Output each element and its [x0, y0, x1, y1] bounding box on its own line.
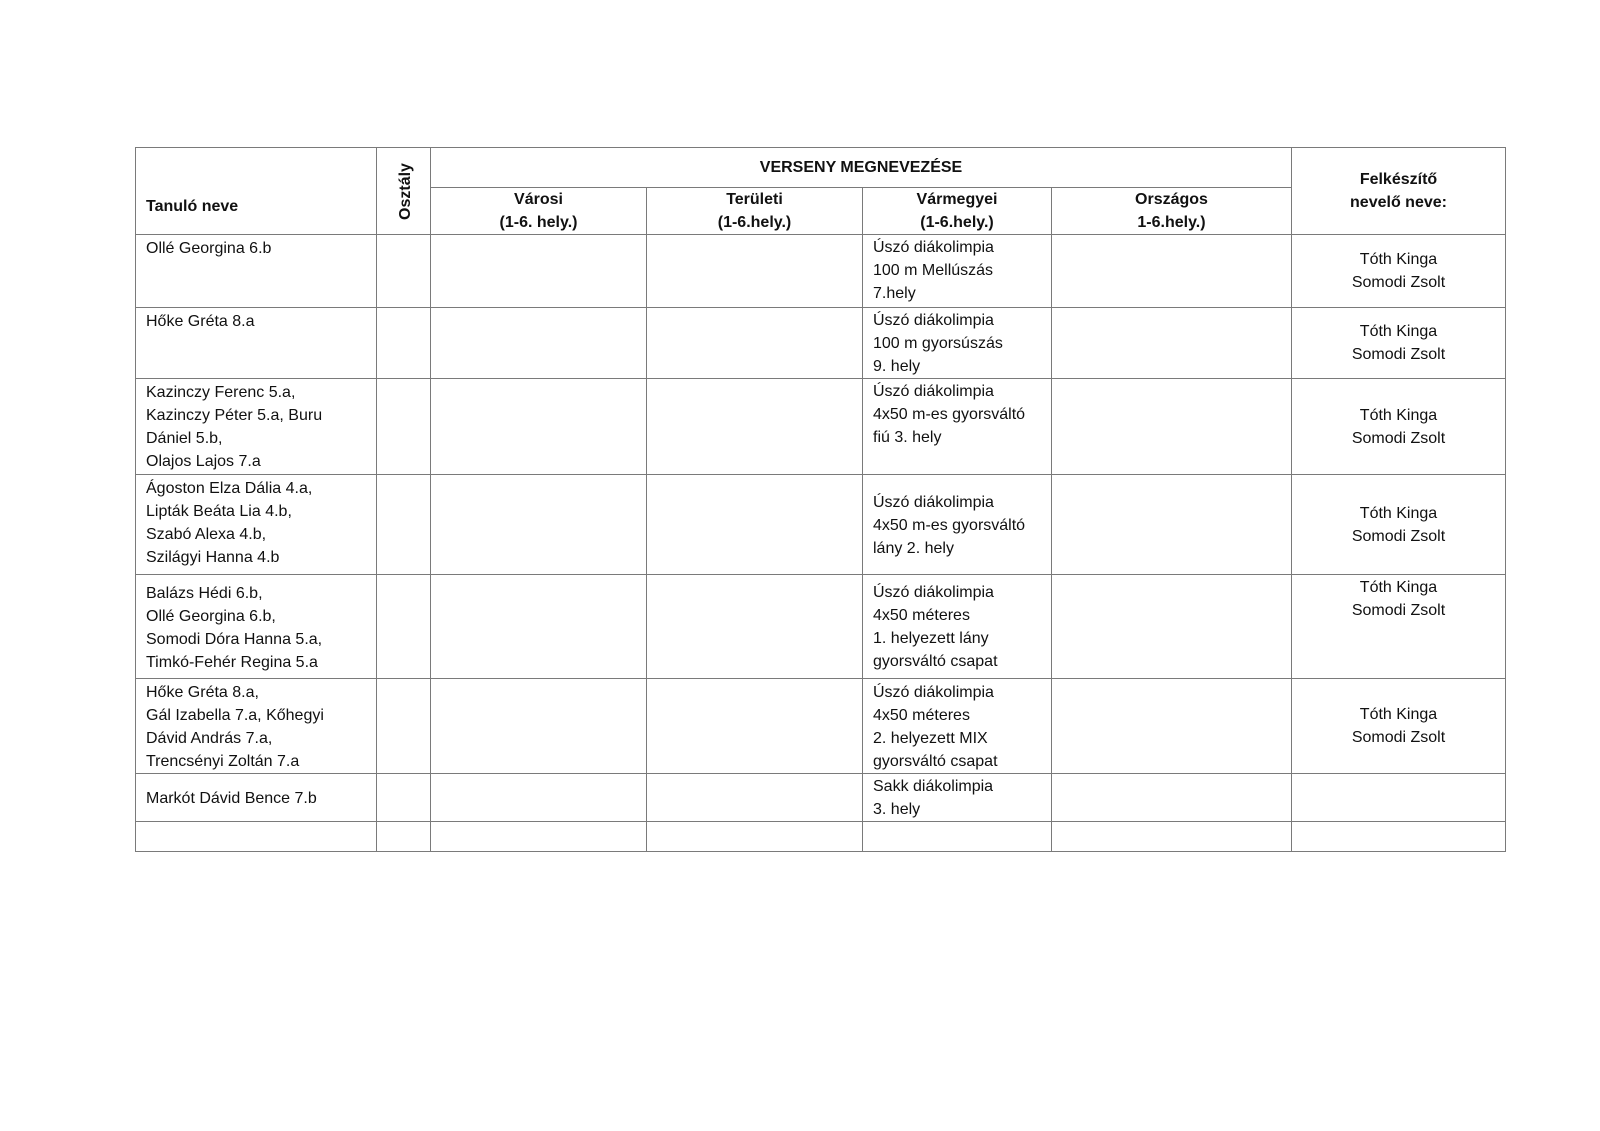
competition-results-table — [135, 147, 1506, 852]
empty-cell — [1052, 822, 1292, 852]
result-line: 4x50 méteres — [873, 706, 970, 724]
student-names-cell — [136, 308, 377, 379]
city-cell — [431, 679, 647, 774]
student-name: Timkó-Fehér Regina 5.a — [146, 653, 318, 671]
trainer-name: Tóth Kinga — [1359, 579, 1438, 596]
student-name: Szabó Alexa 4.b, — [146, 526, 267, 543]
student-name: Szilágyi Hanna 4.b — [146, 549, 280, 566]
result-line: 4x50 m-es gyorsváltó — [873, 516, 1026, 534]
student-name: Kazinczy Péter 5.a, Buru — [146, 407, 323, 424]
table-row-empty — [136, 822, 1506, 852]
city-cell — [431, 379, 647, 475]
national-cell — [1052, 774, 1292, 822]
result-line: 4x50 méteres — [873, 607, 970, 624]
class-cell — [377, 575, 431, 679]
regional-cell — [647, 475, 863, 575]
header-level-national — [1052, 188, 1292, 235]
table-row — [136, 308, 1506, 379]
result-line: Úszó diákolimpia — [873, 312, 994, 329]
trainer-name: Tóth Kinga — [1359, 706, 1438, 723]
student-name: Hőke Gréta 8.a — [146, 313, 255, 330]
student-name: Olajos Lajos 7.a — [146, 453, 261, 470]
result-line: 7.hely — [873, 285, 916, 302]
class-cell — [377, 308, 431, 379]
trainer-cell — [1292, 679, 1506, 774]
class-cell — [377, 679, 431, 774]
student-name: Hőke Gréta 8.a, — [146, 684, 259, 701]
result-line: 100 m Mellúszás — [873, 262, 994, 279]
county-result-cell — [863, 235, 1052, 308]
student-name: Ágoston Elza Dália 4.a, — [146, 480, 313, 497]
header-level-name: Városi — [514, 191, 563, 208]
county-result-cell — [863, 774, 1052, 822]
header-class — [377, 148, 431, 235]
result-line: Úszó diákolimpia — [873, 493, 994, 511]
header-level-range: (1-6. hely.) — [499, 214, 578, 231]
header-competition: VERSENY MEGNEVEZÉSE — [431, 148, 1292, 188]
regional-cell — [647, 235, 863, 308]
trainer-cell — [1292, 475, 1506, 575]
national-cell — [1052, 475, 1292, 575]
result-line: 1. helyezett lány — [873, 630, 989, 647]
header-class-label: Osztály — [396, 162, 414, 220]
result-line: 100 m gyorsúszás — [873, 335, 1003, 352]
regional-cell — [647, 679, 863, 774]
header-student-name: Tanuló neve — [136, 148, 377, 235]
class-cell — [377, 774, 431, 822]
empty-cell — [377, 822, 431, 852]
student-names-cell — [136, 774, 377, 822]
result-line: 2. helyezett MIX — [873, 729, 988, 747]
county-result-cell — [863, 379, 1052, 475]
student-name: Kazinczy Ferenc 5.a, — [146, 384, 296, 401]
student-name: Balázs Hédi 6.b, — [146, 584, 263, 602]
results-sheet — [135, 147, 1505, 852]
city-cell — [431, 308, 647, 379]
student-name: Trencsényi Zoltán 7.a — [146, 753, 300, 770]
trainer-name: Somodi Zsolt — [1351, 274, 1446, 291]
result-line: fiú 3. hely — [873, 429, 942, 446]
result-line: Úszó diákolimpia — [873, 584, 994, 601]
empty-cell — [1292, 822, 1506, 852]
city-cell — [431, 575, 647, 679]
student-name: Dániel 5.b, — [146, 430, 223, 447]
empty-cell — [863, 822, 1052, 852]
result-line: lány 2. hely — [873, 539, 954, 557]
class-cell — [377, 475, 431, 575]
result-line: 4x50 m-es gyorsváltó — [873, 406, 1026, 423]
student-names-cell — [136, 679, 377, 774]
empty-cell — [431, 822, 647, 852]
county-result-cell — [863, 308, 1052, 379]
trainer-name: Somodi Zsolt — [1351, 346, 1446, 363]
header-level-name: Országos — [1135, 191, 1208, 208]
student-names-cell — [136, 235, 377, 308]
trainer-cell — [1292, 235, 1506, 308]
city-cell — [431, 235, 647, 308]
county-result-cell — [863, 575, 1052, 679]
regional-cell — [647, 575, 863, 679]
student-name: Lipták Beáta Lia 4.b, — [146, 503, 292, 520]
table-row — [136, 475, 1506, 575]
student-name: Dávid András 7.a, — [146, 730, 273, 747]
student-names-cell — [136, 575, 377, 679]
empty-cell — [136, 822, 377, 852]
county-result-cell — [863, 679, 1052, 774]
header-level-range: (1-6.hely.) — [920, 214, 994, 231]
national-cell — [1052, 575, 1292, 679]
city-cell — [431, 475, 647, 575]
result-line: gyorsváltó csapat — [873, 653, 998, 670]
result-line: Úszó diákolimpia — [873, 683, 994, 701]
trainer-name: Tóth Kinga — [1359, 406, 1438, 424]
result-line: 9. hely — [873, 358, 921, 375]
student-names-cell — [136, 379, 377, 475]
trainer-name: Somodi Zsolt — [1351, 527, 1446, 545]
header-level-city — [431, 188, 647, 235]
regional-cell — [647, 379, 863, 475]
student-name: Markót Dávid Bence 7.b — [146, 790, 317, 807]
table-row — [136, 575, 1506, 679]
class-cell — [377, 379, 431, 475]
national-cell — [1052, 379, 1292, 475]
city-cell — [431, 774, 647, 822]
result-line: Úszó diákolimpia — [873, 239, 994, 256]
county-result-cell — [863, 475, 1052, 575]
result-line: Sakk diákolimpia — [873, 778, 994, 795]
result-line: 3. hely — [873, 801, 921, 818]
table-row — [136, 774, 1506, 822]
student-name: Gál Izabella 7.a, Kőhegyi — [146, 707, 324, 724]
national-cell — [1052, 308, 1292, 379]
regional-cell — [647, 308, 863, 379]
student-names-cell — [136, 475, 377, 575]
header-level-name: Területi — [726, 191, 783, 208]
trainer-name: Tóth Kinga — [1359, 251, 1438, 268]
trainer-name: Somodi Zsolt — [1351, 602, 1446, 619]
student-name: Ollé Georgina 6.b, — [146, 607, 276, 625]
trainer-cell — [1292, 575, 1506, 679]
trainer-cell — [1292, 308, 1506, 379]
student-name: Ollé Georgina 6.b — [146, 240, 272, 257]
table-row — [136, 235, 1506, 308]
national-cell — [1052, 235, 1292, 308]
trainer-cell — [1292, 774, 1506, 822]
header-level-range: 1-6.hely.) — [1137, 214, 1206, 231]
trainer-name: Tóth Kinga — [1359, 504, 1438, 522]
header-level-county — [863, 188, 1052, 235]
header-level-name: Vármegyei — [916, 191, 998, 208]
header-trainer-line: nevelő neve: — [1350, 194, 1447, 211]
result-line: Úszó diákolimpia — [873, 383, 994, 400]
class-cell — [377, 235, 431, 308]
trainer-name: Somodi Zsolt — [1351, 429, 1446, 447]
table-row — [136, 679, 1506, 774]
header-level-range: (1-6.hely.) — [717, 214, 792, 231]
result-line: gyorsváltó csapat — [873, 752, 998, 770]
table-row — [136, 379, 1506, 475]
national-cell — [1052, 679, 1292, 774]
trainer-cell — [1292, 379, 1506, 475]
trainer-name: Tóth Kinga — [1359, 323, 1438, 340]
header-trainer-line: Felkészítő — [1359, 171, 1438, 188]
header-level-regional — [647, 188, 863, 235]
trainer-name: Somodi Zsolt — [1351, 729, 1446, 746]
student-name: Somodi Dóra Hanna 5.a, — [146, 630, 323, 648]
empty-cell — [647, 822, 863, 852]
header-trainer — [1292, 148, 1506, 235]
regional-cell — [647, 774, 863, 822]
